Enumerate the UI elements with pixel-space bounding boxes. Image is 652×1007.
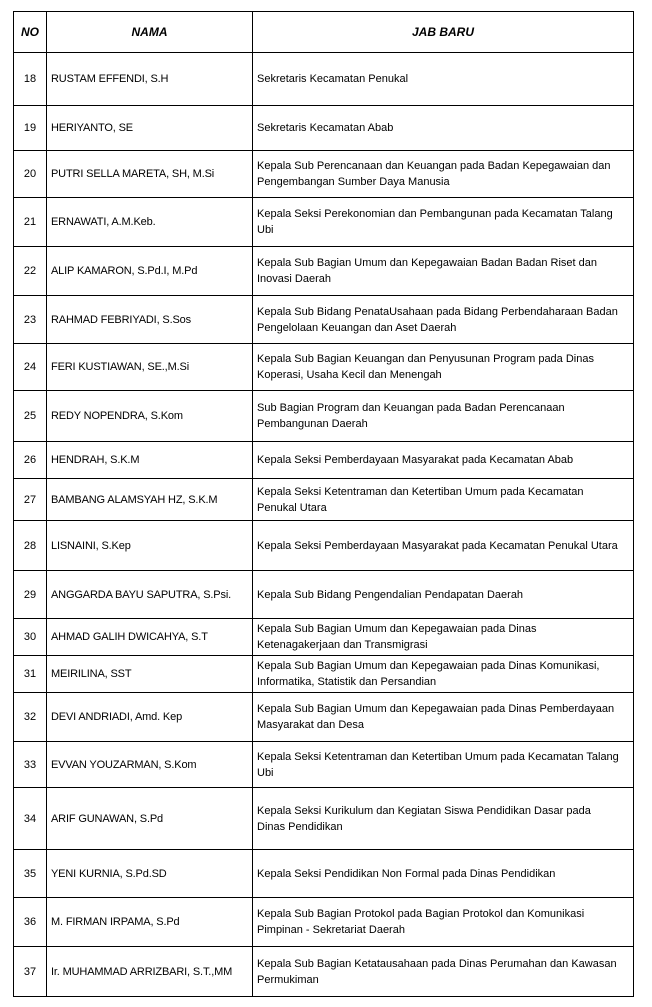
table-header	[14, 12, 634, 53]
table-row	[14, 788, 634, 850]
table-row	[14, 619, 634, 656]
table-row	[14, 521, 634, 571]
name-cell: M. FIRMAN IRPAMA, S.Pd	[47, 898, 253, 947]
table-row	[14, 850, 634, 898]
new-position-cell: Kepala Seksi Perekonomian dan Pembangunan pada Kecamatan Talang Ubi	[253, 198, 634, 247]
new-position-cell: Sekretaris Kecamatan Penukal	[253, 53, 634, 106]
name-cell: ARIF GUNAWAN, S.Pd	[47, 788, 253, 850]
name-cell: ALIP KAMARON, S.Pd.I, M.Pd	[47, 247, 253, 296]
table-row	[14, 442, 634, 479]
new-position-cell: Kepala Sub Bagian Umum dan Kepegawaian pada Dinas Komunikasi, Informatika, Statistik dan Persandian	[253, 656, 634, 693]
row-number-cell: 31	[14, 656, 47, 693]
table-row	[14, 106, 634, 151]
row-number-cell: 33	[14, 742, 47, 788]
table-row	[14, 198, 634, 247]
new-position-cell: Kepala Sub Bagian Umum dan Kepegawaian Badan Badan Riset dan Inovasi Daerah	[253, 247, 634, 296]
new-position-cell: Sub Bagian Program dan Keuangan pada Badan Perencanaan Pembangunan Daerah	[253, 391, 634, 442]
column-header-nama: NAMA	[47, 12, 253, 53]
new-position-cell: Kepala Sub Bidang PenataUsahaan pada Bidang Perbendaharaan Badan Pengelolaan Keuangan dan Aset Daerah	[253, 296, 634, 344]
row-number-cell: 26	[14, 442, 47, 479]
name-cell: BAMBANG ALAMSYAH HZ, S.K.M	[47, 479, 253, 521]
table-row	[14, 479, 634, 521]
name-cell: LISNAINI, S.Kep	[47, 521, 253, 571]
name-cell: AHMAD GALIH DWICAHYA, S.T	[47, 619, 253, 656]
row-number-cell: 24	[14, 344, 47, 391]
row-number-cell: 22	[14, 247, 47, 296]
name-cell: RUSTAM EFFENDI, S.H	[47, 53, 253, 106]
row-number-cell: 37	[14, 947, 47, 997]
row-number-cell: 27	[14, 479, 47, 521]
new-position-cell: Kepala Sub Bagian Keuangan dan Penyusunan Program pada Dinas Koperasi, Usaha Kecil dan Menengah	[253, 344, 634, 391]
new-position-cell: Kepala Seksi Pemberdayaan Masyarakat pada Kecamatan Abab	[253, 442, 634, 479]
new-position-cell: Kepala Sub Bagian Protokol pada Bagian Protokol dan Komunikasi Pimpinan - Sekretariat Daerah	[253, 898, 634, 947]
name-cell: ERNAWATI, A.M.Keb.	[47, 198, 253, 247]
row-number-cell: 18	[14, 53, 47, 106]
row-number-cell: 29	[14, 571, 47, 619]
row-number-cell: 32	[14, 693, 47, 742]
row-number-cell: 25	[14, 391, 47, 442]
row-number-cell: 28	[14, 521, 47, 571]
name-cell: HENDRAH, S.K.M	[47, 442, 253, 479]
table-body	[14, 53, 634, 997]
table-row	[14, 151, 634, 198]
table-row	[14, 898, 634, 947]
table-row	[14, 947, 634, 997]
table-row	[14, 247, 634, 296]
row-number-cell: 30	[14, 619, 47, 656]
new-position-cell: Kepala Seksi Pendidikan Non Formal pada Dinas Pendidikan	[253, 850, 634, 898]
row-number-cell: 34	[14, 788, 47, 850]
new-position-cell: Kepala Seksi Kurikulum dan Kegiatan Siswa Pendidikan Dasar pada Dinas Pendidikan	[253, 788, 634, 850]
officials-table	[13, 11, 634, 997]
table-row	[14, 571, 634, 619]
new-position-cell: Kepala Seksi Ketentraman dan Ketertiban Umum pada Kecamatan Penukal Utara	[253, 479, 634, 521]
name-cell: MEIRILINA, SST	[47, 656, 253, 693]
row-number-cell: 19	[14, 106, 47, 151]
row-number-cell: 23	[14, 296, 47, 344]
new-position-cell: Kepala Sub Bagian Umum dan Kepegawaian pada Dinas Ketenagakerjaan dan Transmigrasi	[253, 619, 634, 656]
row-number-cell: 35	[14, 850, 47, 898]
name-cell: Ir. MUHAMMAD ARRIZBARI, S.T.,MM	[47, 947, 253, 997]
name-cell: EVVAN YOUZARMAN, S.Kom	[47, 742, 253, 788]
new-position-cell: Kepala Sub Bagian Ketatausahaan pada Dinas Perumahan dan Kawasan Permukiman	[253, 947, 634, 997]
name-cell: PUTRI SELLA MARETA, SH, M.Si	[47, 151, 253, 198]
column-header-no: NO	[14, 12, 47, 53]
table-row	[14, 296, 634, 344]
name-cell: ANGGARDA BAYU SAPUTRA, S.Psi.	[47, 571, 253, 619]
name-cell: FERI KUSTIAWAN, SE.,M.Si	[47, 344, 253, 391]
name-cell: YENI KURNIA, S.Pd.SD	[47, 850, 253, 898]
name-cell: DEVI ANDRIADI, Amd. Kep	[47, 693, 253, 742]
table-row	[14, 344, 634, 391]
new-position-cell: Kepala Sub Perencanaan dan Keuangan pada Badan Kepegawaian dan Pengembangan Sumber Daya Manusia	[253, 151, 634, 198]
header-row	[14, 12, 634, 53]
table-row	[14, 742, 634, 788]
name-cell: REDY NOPENDRA, S.Kom	[47, 391, 253, 442]
table-row	[14, 53, 634, 106]
column-header-jab-baru: JAB BARU	[253, 12, 634, 53]
name-cell: HERIYANTO, SE	[47, 106, 253, 151]
table-row	[14, 391, 634, 442]
new-position-cell: Kepala Seksi Pemberdayaan Masyarakat pada Kecamatan Penukal Utara	[253, 521, 634, 571]
new-position-cell: Kepala Seksi Ketentraman dan Ketertiban Umum pada Kecamatan Talang Ubi	[253, 742, 634, 788]
table-row	[14, 656, 634, 693]
new-position-cell: Kepala Sub Bagian Umum dan Kepegawaian pada Dinas Pemberdayaan Masyarakat dan Desa	[253, 693, 634, 742]
row-number-cell: 20	[14, 151, 47, 198]
table-row	[14, 693, 634, 742]
row-number-cell: 36	[14, 898, 47, 947]
name-cell: RAHMAD FEBRIYADI, S.Sos	[47, 296, 253, 344]
row-number-cell: 21	[14, 198, 47, 247]
new-position-cell: Kepala Sub Bidang Pengendalian Pendapatan Daerah	[253, 571, 634, 619]
new-position-cell: Sekretaris Kecamatan Abab	[253, 106, 634, 151]
